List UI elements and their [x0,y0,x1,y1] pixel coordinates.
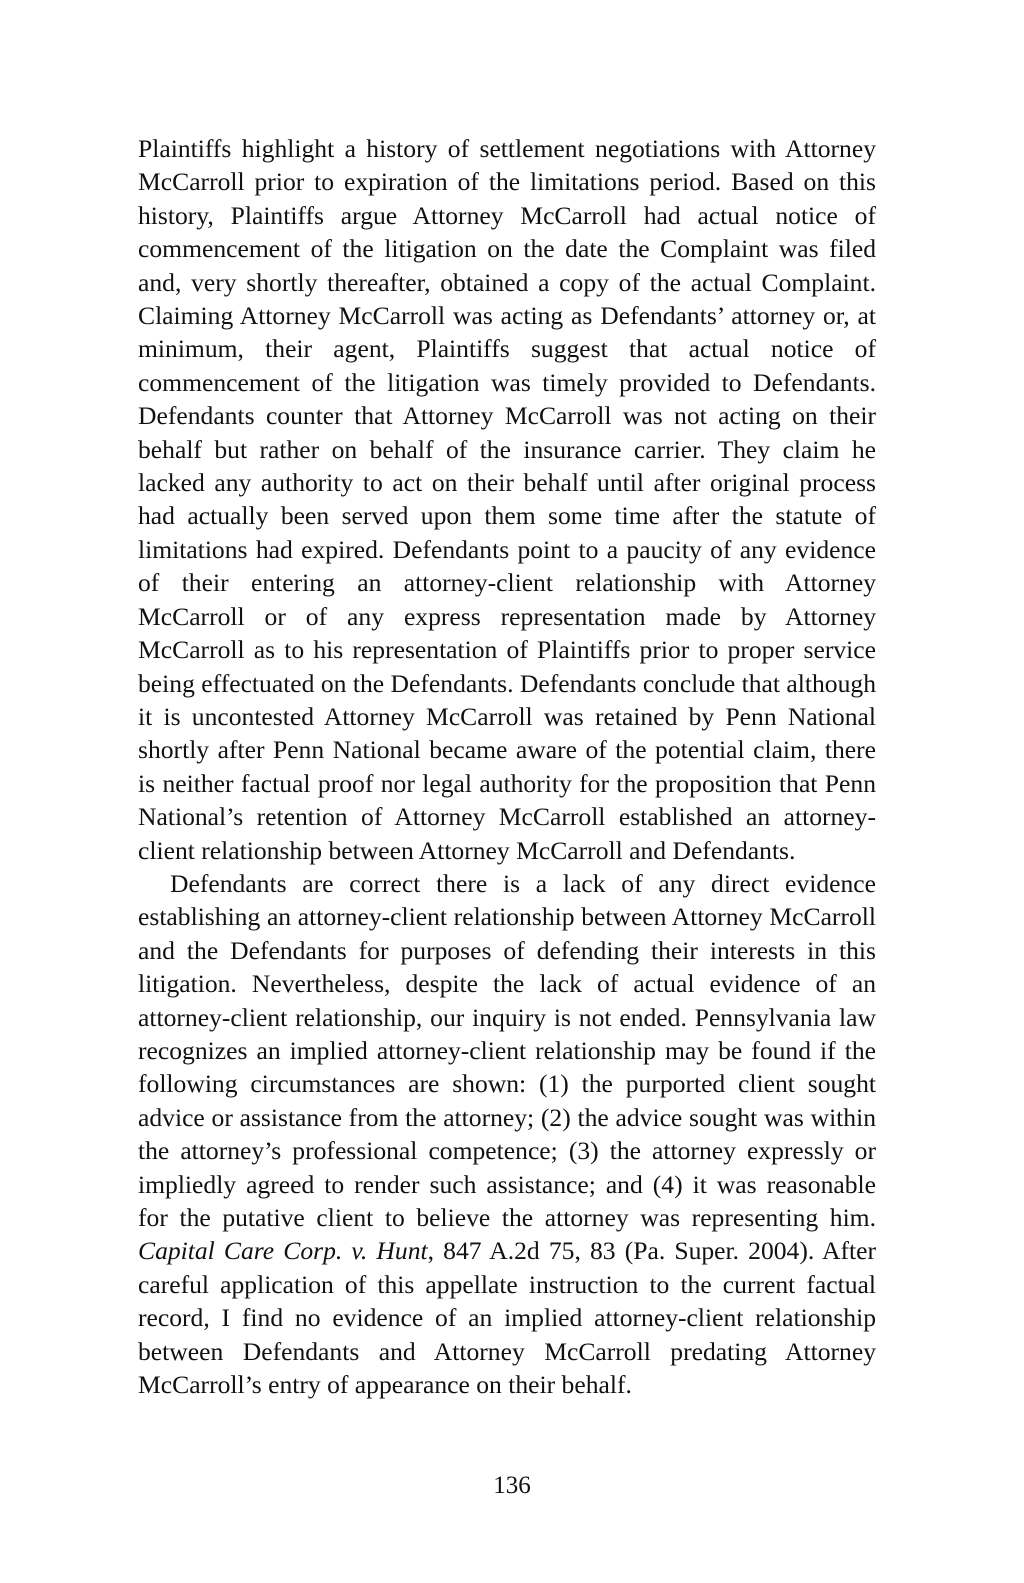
paragraph-2-text-continued: , 847 A.2d 75, 83 (Pa. Super. 2004). After careful application of this appellate instruction to the current factual record, I find no evidence of an implied attorney-client relationship between Defendants and Attorney McCarroll predating Attorney McCarroll’s entry of appearance on their behalf. [138,1236,876,1400]
page-number: 136 [493,1472,531,1499]
paragraph-1: Plaintiffs highlight a history of settlement negotiations with Attorney McCarroll prior to expiration of the limitations period. Based on this history, Plaintiffs argue Attorney McCarroll had actual notice of commencement of the litigation on the date the Complaint was filed and, very shortly thereafter, obtained a copy of the actual Complaint. Claiming Attorney McCarroll was acting as Defendants’ attorney or, at minimum, their agent, Plaintiffs suggest that actual notice of commencement of the litigation was timely provided to Defendants. Defendants counter that Attorney McCarroll was not acting on their behalf but rather on behalf of the insurance carrier. They claim he lacked any authority to act on their behalf until after original process had actually been served upon them some time after the statute of limitations had expired. Defendants point to a paucity of any evidence of their entering an attorney-client relationship with Attorney McCarroll or of any express representation made by Attorney McCarroll as to his representation of Plaintiffs prior to proper service being effectuated on the Defendants. Defendants conclude that although it is uncontested Attorney McCarroll was retained by Penn National shortly after Penn National became aware of the potential claim, there is neither factual proof nor legal authority for the proposition that Penn National’s retention of Attorney McCarroll established an attorney-client relationship between Attorney McCarroll and Defendants. [138,134,876,865]
paragraph-2 [138,867,876,1402]
case-citation: Capital Care Corp. v. Hunt [138,1236,428,1266]
body-text [138,132,876,1401]
paragraph-2-text: Defendants are correct there is a lack of any direct evidence establishing an attorney-client relationship between Attorney McCarroll and the Defendants for purposes of defending their interests in this litigation. Nevertheless, despite the lack of actual evidence of an attorney-client relationship, our inquiry is not ended. Pennsylvania law recognizes an implied attorney-client relationship may be found if the following circumstances are shown: (1) the purported client sought advice or assistance from the attorney; (2) the advice sought was within the attorney’s professional competence; (3) the attorney expressly or impliedly agreed to render such assistance; and (4) it was reasonable for the putative client to believe the attorney was representing him. [138,868,876,1232]
